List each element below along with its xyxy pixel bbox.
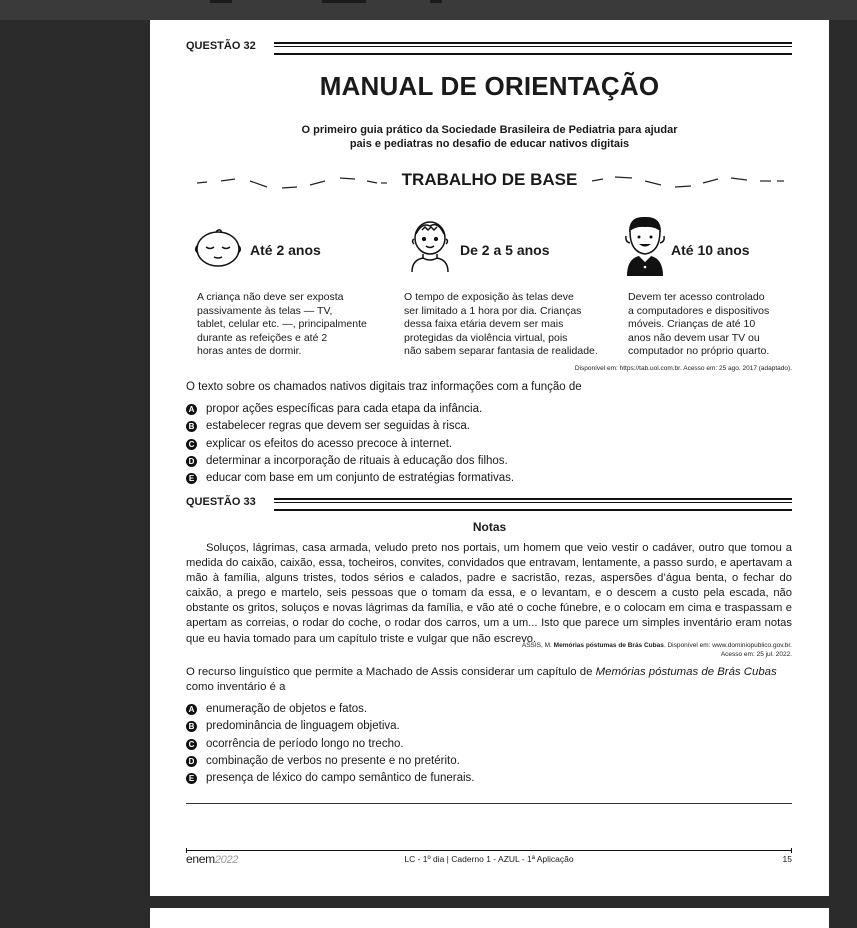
- answer-option[interactable]: [186, 770, 792, 787]
- answer-option[interactable]: [186, 701, 792, 718]
- source-author: ASSIS, M.: [521, 642, 552, 649]
- option-text: explicar os efeitos do acesso precoce à internet.: [206, 437, 453, 450]
- age-description-1: [404, 291, 619, 359]
- age-group-2: [625, 216, 785, 276]
- toolbar-button[interactable]: [430, 0, 442, 3]
- answer-option[interactable]: [186, 453, 792, 470]
- age-group-1: [408, 216, 568, 276]
- age-label: De 2 a 5 anos: [460, 242, 550, 258]
- older-child-icon: [625, 216, 665, 276]
- logo-year: 2022: [214, 854, 239, 866]
- header-rule: [274, 42, 792, 55]
- description-line: móveis. Crianças de até 10: [628, 318, 756, 330]
- answer-option[interactable]: [186, 736, 792, 753]
- answer-option[interactable]: [186, 436, 792, 453]
- text-title: Notas: [472, 520, 507, 534]
- option-letter: C: [186, 439, 197, 450]
- option-letter: A: [186, 404, 197, 415]
- age-description-0: [197, 291, 397, 359]
- banner-title: TRABALHO DE BASE: [401, 170, 578, 189]
- manual-subtitle: [150, 123, 829, 151]
- next-page: [150, 908, 829, 928]
- section-divider: [186, 803, 792, 804]
- viewer-toolbar: [0, 0, 857, 20]
- answer-options-32: [186, 401, 792, 487]
- description-line: a computadores e dispositivos: [628, 304, 770, 317]
- prompt-work-title: Memórias póstumas de Brás Cubas: [595, 666, 777, 678]
- option-letter: E: [186, 773, 197, 784]
- option-letter: C: [186, 739, 197, 750]
- question-prompt: [186, 665, 792, 695]
- subtitle-line: pais e pediatras no desafio de educar nativos digitais: [349, 138, 630, 150]
- answer-option[interactable]: [186, 470, 792, 487]
- description-line: protegidas da violência virtual, pois: [404, 331, 568, 344]
- answer-option[interactable]: [186, 401, 792, 418]
- toolbar-button[interactable]: [322, 0, 366, 3]
- option-letter: A: [186, 704, 197, 715]
- source-citation: [522, 641, 792, 659]
- page-number: 15: [782, 854, 792, 864]
- question-33-header: [186, 496, 792, 510]
- description-line: A criança não deve ser exposta: [197, 291, 344, 303]
- description-line: durante as refeições e até 2: [197, 331, 328, 344]
- sleeping-baby-icon: [194, 226, 242, 270]
- logo-brand: enem: [186, 852, 215, 866]
- option-letter: E: [186, 473, 197, 484]
- option-text: predominância de linguagem objetiva.: [206, 720, 400, 733]
- manual-title: MANUAL DE ORIENTAÇÃO: [319, 71, 660, 101]
- prompt-text: como inventário é a: [186, 681, 286, 693]
- description-line: O tempo de exposição às telas deve: [404, 291, 574, 303]
- description-line: passivamente às telas — TV,: [197, 304, 333, 317]
- description-line: horas antes de dormir.: [197, 345, 302, 357]
- child-icon: [408, 218, 452, 274]
- option-text: presença de léxico do campo semântico de funerais.: [206, 772, 475, 785]
- option-text: educar com base em um conjunto de estratégias formativas.: [206, 472, 515, 485]
- subtitle-line: O primeiro guia prático da Sociedade Brasileira de Pediatria para ajudar: [301, 124, 678, 136]
- footer-info: LC - 1º dia | Caderno 1 - AZUL - 1ª Aplicação: [404, 854, 574, 864]
- option-letter: D: [186, 456, 197, 467]
- option-text: enumeração de objetos e fatos.: [206, 703, 368, 715]
- age-description-2: [628, 291, 798, 359]
- description-line: anos não devem usar TV ou: [628, 331, 760, 344]
- document-page: [150, 20, 829, 896]
- option-letter: B: [186, 421, 197, 432]
- question-32-header: [186, 40, 792, 54]
- description-line: tablet, celular etc. —, principalmente: [197, 318, 367, 330]
- option-text: combinação de verbos no presente e no pretérito.: [206, 754, 460, 767]
- age-group-0: [194, 216, 344, 276]
- option-text: estabelecer regras que devem ser seguidas à risca.: [206, 420, 471, 433]
- prompt-text: O recurso linguístico que permite a Machado de Assis considerar um capítulo de: [186, 666, 596, 678]
- toolbar-button[interactable]: [210, 0, 232, 3]
- source-work: Memórias póstumas de Brás Cubas: [553, 642, 664, 649]
- description-line: não sabem separar fantasia de realidade.: [404, 345, 598, 357]
- option-letter: B: [186, 721, 197, 732]
- answer-option[interactable]: [186, 418, 792, 435]
- answer-option[interactable]: [186, 718, 792, 735]
- answer-options-33: [186, 701, 792, 787]
- excerpt-paragraph: Soluços, lágrimas, casa armada, veludo preto nos portais, um homem que veio vestir o cadáver, outro que tomou a medida do caixão, caixão, essa, tocheiros, convites, convidados que entravam, lentamente, a passo surdo, e apertavam a mão à família, alguns tristes, todos sérios e calados, padre e sacristão, rezas, aspersões d’água benta, o fechar do caixão, a prego e martelo, seis pessoas que o tomam da essa, e o levantam, e o descem a custo pela escada, não obstante os gritos, soluços e novas lágrimas da família, e vão até o coche fúnebre, e o colocam em cima e traspassam e apertam as correias, o rodar do coche, o rodar dos carros, um a um... Isto que parece um simples inventário eram notas que eu havia tomado para um capítulo triste e vulgar que não escrevo.: [186, 542, 792, 645]
- answer-option[interactable]: [186, 753, 792, 770]
- question-label: QUESTÃO 33: [186, 496, 256, 508]
- option-letter: D: [186, 756, 197, 767]
- age-label: Até 10 anos: [671, 242, 750, 258]
- source-access: Acesso em: 25 jul. 2022.: [720, 651, 792, 658]
- description-line: computador no próprio quarto.: [628, 345, 770, 357]
- option-text: determinar a incorporação de rituais à educação dos filhos.: [206, 454, 508, 467]
- description-line: Devem ter acesso controlado: [628, 291, 765, 303]
- option-text: ocorrência de período longo no trecho.: [206, 737, 404, 750]
- header-rule: [274, 498, 792, 511]
- description-line: dessa faixa etária devem ser mais: [404, 318, 564, 330]
- description-line: ser limitado a 1 hora por dia. Crianças: [404, 304, 582, 317]
- age-label: Até 2 anos: [250, 242, 321, 258]
- question-prompt: O texto sobre os chamados nativos digitais traz informações com a função de: [186, 381, 582, 393]
- footer-rule: [186, 850, 792, 851]
- option-text: propor ações específicas para cada etapa da infância.: [206, 403, 483, 415]
- source-detail: . Disponível em: www.dominiopublico.gov.br.: [663, 642, 792, 649]
- source-citation: Disponível em: https://tab.uol.com.br. Acesso em: 25 ago. 2017 (adaptado).: [574, 365, 792, 372]
- question-label: QUESTÃO 32: [186, 40, 256, 52]
